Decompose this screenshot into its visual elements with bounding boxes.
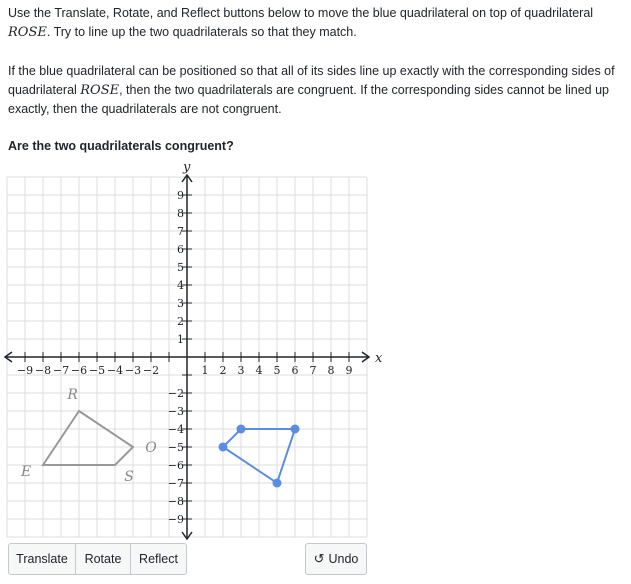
x-tick-label: −2	[142, 364, 160, 377]
quadrilateral-name: ROSE	[8, 25, 47, 40]
reflect-button[interactable]	[130, 543, 187, 575]
blue-vertex-point[interactable]	[291, 425, 300, 434]
rotate-label: Rotate	[84, 552, 122, 566]
question-text: Are the two quadrilaterals congruent?	[8, 139, 234, 153]
y-tick-label: 2	[177, 315, 184, 328]
y-tick-label: −8	[167, 495, 184, 508]
vertex-label-e: E	[20, 464, 32, 481]
x-tick-label: −5	[88, 364, 106, 377]
instruction-text: . Try to line up the two quadrilaterals so that they match.	[46, 25, 357, 39]
x-tick-label: 1	[201, 364, 209, 377]
blue-vertex-point[interactable]	[219, 443, 228, 452]
x-tick-label: 3	[237, 364, 245, 377]
vertex-label-s: S	[124, 469, 134, 486]
instruction-text: , then the two quadrilaterals are congruent. If the corresponding sides cannot be lined up exactly, then the quadrilaterals are not congruent.	[8, 83, 610, 116]
y-tick-label: −2	[167, 387, 184, 400]
x-tick-label: 6	[291, 364, 299, 377]
vertex-label-r: R	[67, 387, 78, 404]
y-tick-label: 8	[177, 207, 184, 220]
x-tick-label: 7	[309, 364, 317, 377]
quadrilateral-rose	[20, 387, 157, 485]
x-tick-label: −3	[124, 364, 142, 377]
rotate-button[interactable]	[75, 543, 131, 575]
x-tick-label: −4	[106, 364, 124, 377]
coordinate-graph[interactable]	[0, 155, 383, 540]
y-tick-label: 3	[177, 297, 184, 310]
y-axis-label: y	[183, 160, 191, 175]
vertex-label-o: O	[145, 440, 157, 456]
y-tick-label: 4	[177, 279, 184, 292]
x-tick-label: 8	[327, 364, 335, 377]
y-tick-label: −7	[167, 477, 184, 490]
y-tick-label: −3	[167, 405, 184, 418]
y-tick-label: 7	[177, 225, 184, 238]
y-tick-label: −9	[167, 513, 184, 526]
translate-button[interactable]	[8, 543, 76, 575]
y-tick-label: 6	[177, 243, 184, 256]
y-tick-label: −4	[167, 423, 184, 436]
blue-vertex-point[interactable]	[273, 479, 282, 488]
x-axis-label: x	[375, 351, 383, 366]
instruction-paragraph-2	[8, 62, 620, 119]
reflect-label: Reflect	[139, 552, 178, 566]
x-tick-label: −9	[16, 364, 34, 377]
x-tick-label: −6	[70, 364, 88, 377]
x-tick-label: −8	[34, 364, 52, 377]
x-tick-label: 9	[345, 364, 353, 377]
x-tick-label: 2	[219, 364, 227, 377]
translate-label: Translate	[16, 552, 68, 566]
axes	[5, 175, 369, 539]
x-tick-label: 5	[273, 364, 281, 377]
blue-vertex-point[interactable]	[237, 425, 246, 434]
instruction-text: If the blue quadrilateral can be positioned so that all of its sides line up exactly with the corresponding sides of quadrilateral	[8, 64, 615, 97]
x-tick-label: 4	[255, 364, 263, 377]
quadrilateral-name: ROSE	[80, 83, 120, 98]
instruction-text: Use the Translate, Rotate, and Reflect buttons below to move the blue quadrilateral on top of quadrilateral	[8, 6, 594, 20]
y-tick-label: 9	[177, 189, 184, 202]
y-tick-label: 5	[177, 261, 184, 274]
instruction-paragraph-1	[8, 4, 620, 42]
y-tick-label: −5	[167, 441, 184, 454]
undo-icon: ↺	[313, 551, 325, 566]
undo-button[interactable]	[305, 543, 367, 575]
undo-label: Undo	[328, 552, 359, 566]
x-tick-label: −7	[52, 364, 70, 377]
y-tick-label: 1	[177, 333, 184, 346]
rose-outline	[43, 411, 133, 465]
y-tick-label: −6	[167, 459, 184, 472]
